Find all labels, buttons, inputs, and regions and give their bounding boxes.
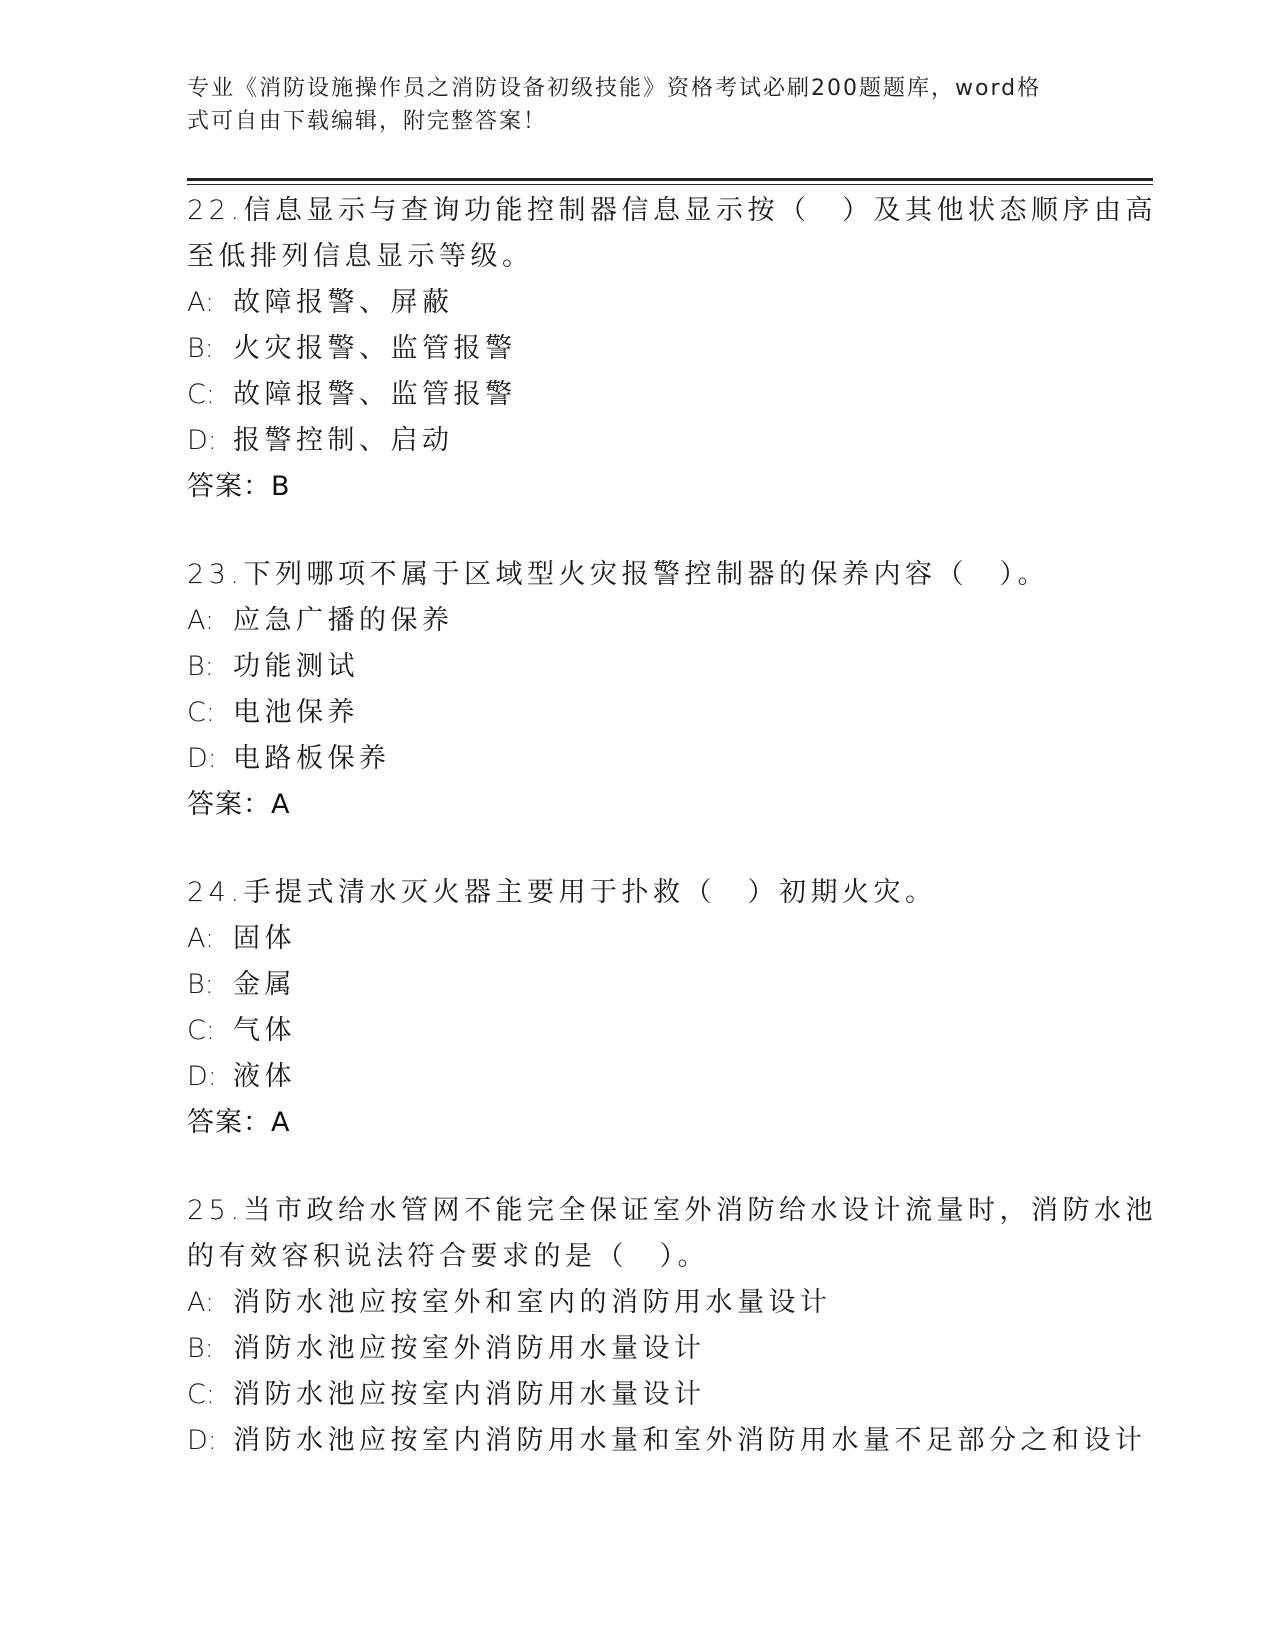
question-22 <box>187 188 1157 510</box>
option-b <box>187 644 1087 690</box>
option-c <box>187 1372 1087 1418</box>
option-text: 消防水池应按室外消防用水量设计 <box>233 1333 706 1364</box>
answer-label: 答案：B <box>187 471 291 502</box>
option-c <box>187 690 1087 736</box>
option-text: 功能测试 <box>233 651 359 682</box>
option-a <box>187 280 1087 326</box>
option-letter: C: <box>187 697 215 728</box>
option-a <box>187 1280 1087 1326</box>
option-letter: C: <box>187 1379 215 1410</box>
option-text: 报警控制、启动 <box>233 425 454 456</box>
option-d <box>187 1418 1147 1464</box>
option-b <box>187 326 1087 372</box>
header-divider-thin <box>187 184 1153 185</box>
option-text: 液体 <box>233 1061 296 1092</box>
option-text: 固体 <box>233 923 296 954</box>
option-letter: A: <box>187 605 215 636</box>
question-23 <box>187 552 1087 828</box>
option-letter: D: <box>187 425 217 456</box>
option-text: 电池保养 <box>233 697 359 728</box>
header-divider-thick <box>187 178 1153 181</box>
option-letter: B: <box>187 1333 214 1364</box>
option-text: 故障报警、屏蔽 <box>233 287 454 318</box>
option-d <box>187 418 1087 464</box>
answer-label: 答案：A <box>187 789 291 820</box>
question-24 <box>187 870 1087 1146</box>
header-line-1: 专业《消防设施操作员之消防设备初级技能》资格考试必刷200题题库，word格 <box>187 76 1042 101</box>
option-text: 故障报警、监管报警 <box>233 379 517 410</box>
option-letter: A: <box>187 923 215 954</box>
option-d <box>187 736 1087 782</box>
option-letter: D: <box>187 1425 217 1456</box>
question-stem-line: 25.当市政给水管网不能完全保证室外消防给水设计流量时，消防水池 <box>187 1195 1157 1226</box>
option-text: 消防水池应按室内消防用水量设计 <box>233 1379 706 1410</box>
option-a <box>187 916 1087 962</box>
option-text: 应急广播的保养 <box>233 605 454 636</box>
question-stem-line: 至低排列信息显示等级。 <box>187 241 534 272</box>
question-stem-line: 22.信息显示与查询功能控制器信息显示按（ ）及其他状态顺序由高 <box>187 195 1157 226</box>
option-a <box>187 598 1087 644</box>
option-b <box>187 1326 1087 1372</box>
option-c <box>187 372 1087 418</box>
option-d <box>187 1054 1087 1100</box>
answer-label: 答案：A <box>187 1107 291 1138</box>
option-b <box>187 962 1087 1008</box>
option-c <box>187 1008 1087 1054</box>
option-letter: A: <box>187 1287 215 1318</box>
option-text: 消防水池应按室外和室内的消防用水量设计 <box>233 1287 832 1318</box>
question-stem-line: 24.手提式清水灭火器主要用于扑救（ ）初期火灾。 <box>187 877 937 908</box>
header-line-2: 式可自由下载编辑，附完整答案！ <box>187 109 548 134</box>
question-stem-line: 的有效容积说法符合要求的是（ ）。 <box>187 1241 709 1272</box>
option-text: 消防水池应按室内消防用水量和室外消防用水量不足部分之和设计 <box>233 1425 1147 1456</box>
option-letter: D: <box>187 743 217 774</box>
option-letter: C: <box>187 1015 215 1046</box>
document-header <box>187 72 1087 138</box>
question-25 <box>187 1188 1157 1464</box>
option-text: 金属 <box>233 969 296 1000</box>
option-letter: D: <box>187 1061 217 1092</box>
question-stem-line: 23.下列哪项不属于区域型火灾报警控制器的保养内容（ ）。 <box>187 559 1049 590</box>
option-letter: B: <box>187 333 214 364</box>
option-letter: B: <box>187 969 214 1000</box>
option-letter: A: <box>187 287 215 318</box>
option-text: 火灾报警、监管报警 <box>233 333 517 364</box>
option-letter: C: <box>187 379 215 410</box>
option-text: 气体 <box>233 1015 296 1046</box>
option-letter: B: <box>187 651 214 682</box>
option-text: 电路板保养 <box>233 743 391 774</box>
